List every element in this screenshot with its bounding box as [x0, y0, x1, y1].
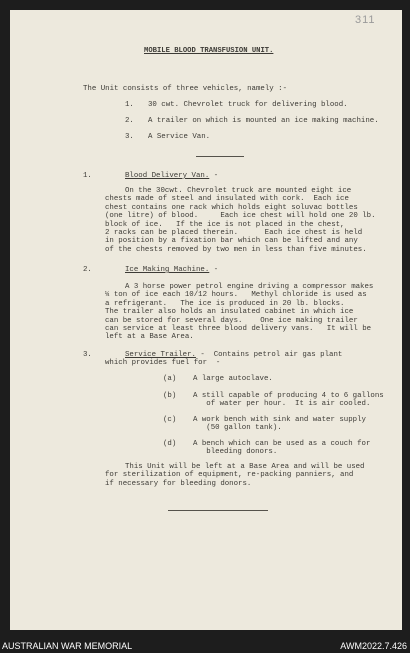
body-line: On the 30cwt. Chevrolet truck are mounted eight ice: [125, 187, 352, 195]
vehicle-item: A trailer on which is mounted an ice making machine.: [148, 117, 379, 125]
item-label: (d): [163, 440, 177, 448]
item-text: A bench which can be used as a couch for: [193, 440, 371, 448]
section-heading-text: Ice Making Machine.: [125, 266, 210, 274]
section-heading: [125, 172, 218, 180]
vehicle-number: 3.: [125, 133, 134, 141]
archive-name: AUSTRALIAN WAR MEMORIAL: [2, 641, 133, 651]
body-line: in position by a fixation bar which can be lifted and any: [105, 237, 358, 246]
vehicle-item: A Service Van.: [148, 133, 211, 141]
item-label: (c): [163, 416, 177, 424]
item-text: A work bench with sink and water supply: [193, 416, 366, 424]
end-divider: [168, 510, 268, 511]
vehicle-number: 1.: [125, 101, 134, 109]
closing-line: if necessary for bleeding donors.: [105, 479, 252, 488]
item-text: A still capable of producing 4 to 6 gallons: [193, 392, 384, 400]
intro-line: The Unit consists of three vehicles, namely :-: [83, 85, 288, 93]
body-line: A 3 horse power petrol engine driving a compressor makes: [125, 283, 374, 291]
section-heading-text: Blood Delivery Van.: [125, 172, 210, 180]
section-divider: [196, 156, 244, 157]
vehicle-number: 2.: [125, 117, 134, 125]
body-line: of the chests removed by two men in less than five minutes.: [105, 245, 367, 254]
section-number: 1.: [83, 172, 92, 180]
body-line: The trailer also holds an insulated cabinet in which ice: [105, 308, 354, 317]
body-line: block of ice. If the ice is not placed in the chest,: [105, 220, 345, 229]
closing-line: for sterilization of equipment, re-packing panniers, and: [105, 471, 354, 480]
section-number: 2.: [83, 266, 92, 274]
item-text: of water per hour. It is air cooled.: [193, 400, 371, 409]
section-heading-tail: -: [209, 172, 219, 180]
document-title: MOBILE BLOOD TRANSFUSION UNIT.: [144, 47, 274, 55]
vehicle-item: 30 cwt. Chevrolet truck for delivering blood.: [148, 101, 348, 109]
section-heading: [125, 266, 218, 274]
archive-footer: [0, 641, 410, 653]
item-text: bleeding donors.: [193, 448, 278, 457]
item-text: A large autoclave.: [193, 375, 273, 383]
section-heading-tail: -: [209, 266, 219, 274]
closing-line: This Unit will be left at a Base Area and will be used: [125, 463, 365, 471]
section-number: 3.: [83, 351, 92, 359]
body-line: (one litre) of blood. Each ice chest will hold one 20 lb.: [105, 212, 376, 221]
body-line: ¼ ton of ice each 10/12 hours. Methyl chloride is used as: [105, 291, 367, 300]
body-line: left at a Base Area.: [105, 333, 194, 342]
item-label: (b): [163, 392, 177, 400]
body-line: can be stored for several days. One ice making trailer: [105, 316, 358, 325]
section-heading-tail: - Contains petrol air gas plant: [195, 351, 343, 359]
body-line: can service at least three blood delivery vans. It will be: [105, 325, 372, 333]
body-line: 2 racks can be placed therein. Each ice chest is held: [105, 229, 363, 237]
item-label: (a): [163, 375, 177, 383]
body-line: chest contains one rack which holds eight soluvac bottles: [105, 203, 358, 212]
document-page: [10, 10, 402, 630]
folio-number: 311: [355, 14, 376, 26]
body-line: which provides fuel for -: [105, 359, 221, 368]
item-text: (50 gallon tank).: [193, 424, 282, 433]
section-heading-text: Service Trailer.: [125, 351, 196, 359]
section-heading: [125, 351, 342, 359]
accession-number: AWM2022.7.426: [340, 641, 407, 651]
body-line: chests made of steel and insulated with cork. Each ice: [105, 195, 349, 204]
body-line: a refrigerant. The ice is produced in 20 lb. blocks.: [105, 299, 345, 308]
